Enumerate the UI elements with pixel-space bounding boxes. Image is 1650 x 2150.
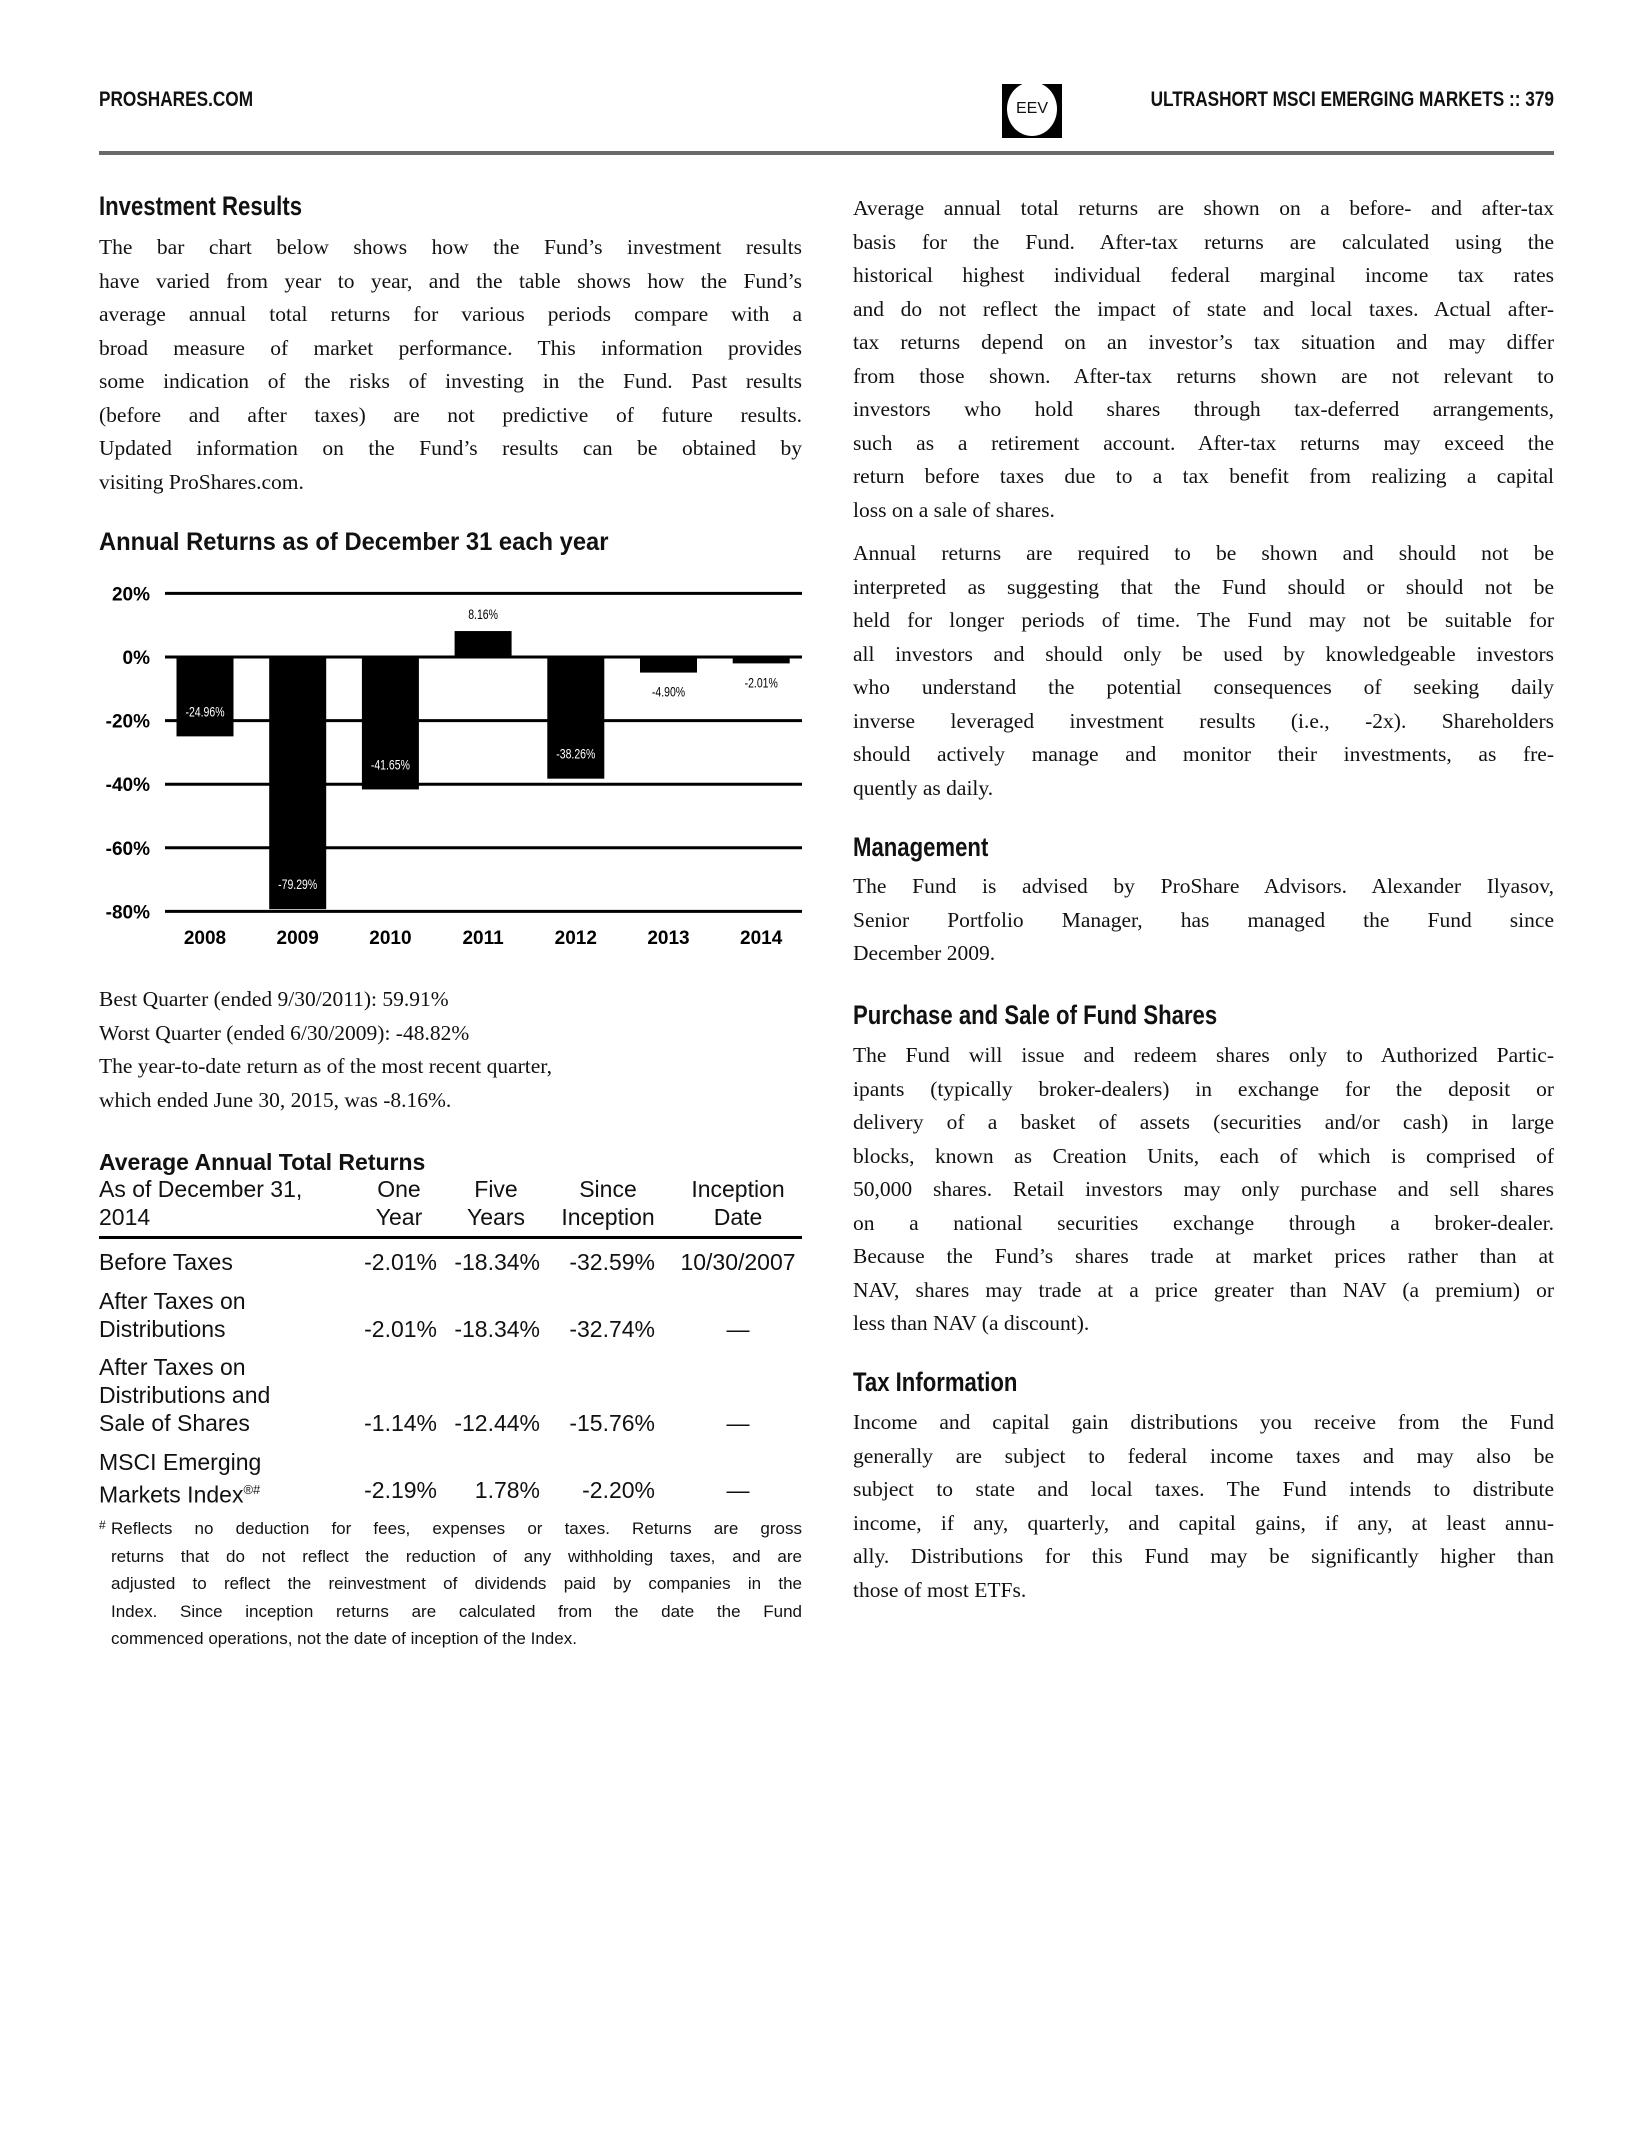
data-label: -24.96% xyxy=(185,703,225,720)
heading-investment-results: Investment Results xyxy=(99,191,303,221)
header-rule xyxy=(99,151,1554,155)
column-header: Year xyxy=(375,1204,423,1230)
worst-quarter: Worst Quarter (ended 6/30/2009): -48.82% xyxy=(99,1020,470,1045)
y-tick-label: 20% xyxy=(111,584,150,606)
column-header: One xyxy=(377,1176,421,1202)
text-line: commenced operations, not the date of inception of the Index. xyxy=(111,1629,577,1648)
x-tick-label: 2011 xyxy=(462,928,504,949)
text-line: December 2009. xyxy=(853,941,996,965)
x-tick-label: 2013 xyxy=(647,928,690,949)
text-line: ipants (typically broker-dealers) in exchange for the deposit or xyxy=(853,1076,1554,1101)
table-cell: -2.20% xyxy=(582,1477,655,1503)
table-cell: -18.34% xyxy=(454,1249,540,1275)
column-header: Years xyxy=(467,1204,525,1230)
text-line: on a national securities exchange through a broker-dealer. xyxy=(853,1210,1554,1235)
investment-results-text xyxy=(99,231,802,499)
row-label-text: Distributions xyxy=(99,1316,226,1342)
text-line: The Fund is advised by ProShare Advisors. Alexander Ilyasov, xyxy=(853,874,1554,898)
text-line: loss on a sale of shares. xyxy=(853,497,1055,522)
text-line: average annual total returns for various periods compare with a xyxy=(99,302,802,326)
best-quarter: Best Quarter (ended 9/30/2011): 59.91% xyxy=(99,987,449,1011)
chart-title: Annual Returns as of December 31 each year xyxy=(99,528,609,556)
registered-mark: ®# xyxy=(243,1482,261,1497)
text-line: blocks, known as Creation Units, each of which is comprised of xyxy=(853,1143,1554,1168)
table-cell: -1.14% xyxy=(364,1410,437,1436)
table-cell: 1.78% xyxy=(474,1477,540,1503)
text-line: NAV, shares may trade at a price greater than NAV (a premium) or xyxy=(853,1277,1554,1302)
text-line: return before taxes due to a tax benefit from realizing a capital xyxy=(853,464,1554,488)
text-line: from those shown. After-tax returns shown are not relevant to xyxy=(853,363,1554,388)
table-cell: -32.74% xyxy=(569,1316,655,1342)
text-line: ally. Distributions for this Fund may be significantly higher than xyxy=(853,1544,1554,1568)
text-line: investors who hold shares through tax-deferred arrangements, xyxy=(853,397,1554,421)
row-label xyxy=(99,1381,270,1409)
text-line: should actively manage and monitor their investments, as fre- xyxy=(853,742,1554,766)
running-title xyxy=(1151,88,1554,112)
y-tick-label: 0% xyxy=(122,648,150,669)
text-line: Reflects no deduction for fees, expenses or taxes. Returns are gross xyxy=(111,1519,802,1538)
text-line: adjusted to reflect the reinvestment of dividends paid by companies in the xyxy=(111,1574,802,1593)
fund-title: ULTRASHORT MSCI EMERGING MARKETS xyxy=(1150,88,1505,111)
text-line: (before and after taxes) are not predictive of future results. xyxy=(99,402,802,427)
ticker-badge xyxy=(1002,84,1062,138)
table-cell: — xyxy=(726,1410,750,1436)
table-cell: — xyxy=(726,1477,750,1503)
text-line: quently as daily. xyxy=(853,775,994,800)
text-line: visiting ProShares.com. xyxy=(99,469,304,494)
text-line: inverse leveraged investment results (i.e., -2x). Shareholders xyxy=(853,708,1554,733)
x-tick-label: 2010 xyxy=(369,928,412,949)
annual-returns-chart xyxy=(90,570,810,960)
row-label xyxy=(99,1287,246,1315)
text-line: basis for the Fund. After-tax returns are calculated using the xyxy=(853,229,1554,254)
row-label xyxy=(99,1353,246,1381)
row-label xyxy=(99,1315,226,1343)
title-separator: :: xyxy=(1508,88,1521,111)
data-label: -79.29% xyxy=(278,876,318,893)
management-text xyxy=(853,870,1554,971)
text-line: Senior Portfolio Manager, has managed the Fund since xyxy=(853,907,1554,932)
quarter-stats xyxy=(99,983,802,1117)
tax-information-text xyxy=(853,1406,1554,1607)
x-tick-label: 2008 xyxy=(183,928,227,949)
purchase-sale-text xyxy=(853,1039,1554,1341)
heading-tax-information: Tax Information xyxy=(853,1367,1018,1397)
row-label-text: MSCI Emerging xyxy=(99,1449,262,1475)
y-tick-label: -20% xyxy=(105,711,150,733)
column-header: Inception xyxy=(561,1204,655,1230)
text-line: broad measure of market performance. This information provides xyxy=(99,335,802,360)
annual-returns-note xyxy=(853,537,1554,805)
row-label-text: After Taxes on xyxy=(99,1288,246,1314)
text-line: Because the Fund’s shares trade at market prices rather than at xyxy=(853,1244,1554,1268)
column-header: Date xyxy=(713,1204,763,1230)
table-cell: 10/30/2007 xyxy=(680,1249,796,1275)
bar-2008 xyxy=(177,657,234,736)
table-cell: -32.59% xyxy=(569,1249,655,1275)
ytd-return-line-2: which ended June 30, 2015, was -8.16%. xyxy=(99,1087,452,1112)
heading-purchase-sale: Purchase and Sale of Fund Shares xyxy=(853,1000,1218,1030)
table-title: Average Annual Total Returns xyxy=(99,1149,426,1175)
text-line: some indication of the risks of investing in the Fund. Past results xyxy=(99,369,802,393)
text-line: who understand the potential consequences of seeking daily xyxy=(853,675,1554,699)
data-label: -4.90% xyxy=(651,684,686,700)
row-label xyxy=(99,1409,250,1437)
y-tick-label: -60% xyxy=(105,838,150,860)
bar-2009 xyxy=(269,657,326,909)
text-line: such as a retirement account. After-tax returns may exceed the xyxy=(853,430,1554,455)
column-header: Since xyxy=(579,1176,637,1202)
table-header-rule xyxy=(99,1236,802,1239)
heading-management: Management xyxy=(853,832,989,862)
row-label-text: After Taxes on xyxy=(99,1354,246,1380)
site-name: PROSHARES.COM xyxy=(99,88,254,111)
text-line: generally are subject to federal income taxes and may also be xyxy=(853,1443,1554,1468)
page-number: 379 xyxy=(1525,88,1554,111)
table-cell: -12.44% xyxy=(454,1410,540,1436)
column-header: Five xyxy=(474,1176,518,1202)
table-cell: -2.01% xyxy=(364,1316,437,1342)
text-line: interpreted as suggesting that the Fund should or should not be xyxy=(853,574,1554,599)
row-label xyxy=(99,1248,233,1276)
text-line: have varied from year to year, and the table shows how the Fund’s xyxy=(99,268,802,293)
x-tick-label: 2012 xyxy=(554,928,597,949)
table-as-of-line-2: 2014 xyxy=(99,1204,151,1230)
row-label xyxy=(99,1448,261,1476)
data-label: 8.16% xyxy=(468,606,498,623)
x-tick-label: 2009 xyxy=(276,928,319,949)
ticker-badge-label: EEV xyxy=(1007,82,1057,136)
text-line: tax returns depend on an investor’s tax situation and may differ xyxy=(853,330,1554,354)
table-footnote xyxy=(99,1515,802,1653)
data-label: -41.65% xyxy=(370,757,410,773)
table-cell: -2.01% xyxy=(364,1249,437,1275)
text-line: delivery of a basket of assets (securities and/or cash) in large xyxy=(853,1110,1554,1134)
text-line: historical highest individual federal marginal income tax rates xyxy=(853,263,1554,287)
text-line: less than NAV (a discount). xyxy=(853,1311,1090,1335)
column-header: Inception xyxy=(691,1176,785,1202)
y-tick-label: -40% xyxy=(105,775,150,797)
y-tick-label: -80% xyxy=(105,902,150,924)
text-line: those of most ETFs. xyxy=(853,1577,1027,1602)
text-line: 50,000 shares. Retail investors may only purchase and sell shares xyxy=(853,1177,1554,1201)
text-line: all investors and should only be used by knowledgeable investors xyxy=(853,641,1554,666)
row-label-text: Markets Index xyxy=(99,1481,244,1508)
row-label-text: Before Taxes xyxy=(99,1249,233,1275)
row-label xyxy=(99,1476,260,1509)
bar-2014 xyxy=(733,657,790,663)
text-line: Index. Since inception returns are calculated from the date the Fund xyxy=(111,1601,802,1621)
table-as-of-line-1: As of December 31, xyxy=(99,1176,303,1202)
text-line: and do not reflect the impact of state and local taxes. Actual after- xyxy=(853,296,1554,321)
table-cell: -18.34% xyxy=(454,1316,540,1342)
after-tax-text xyxy=(853,192,1554,527)
text-line: Income and capital gain distributions you receive from the Fund xyxy=(853,1410,1554,1434)
bar-2013 xyxy=(640,657,697,673)
x-tick-label: 2014 xyxy=(740,928,783,949)
table-cell: — xyxy=(726,1316,750,1342)
footnote-mark: # xyxy=(99,1518,106,1532)
table-cell: -15.76% xyxy=(569,1410,655,1436)
text-line: subject to state and local taxes. The Fund intends to distribute xyxy=(853,1477,1554,1501)
text-line: The bar chart below shows how the Fund’s investment results xyxy=(99,235,802,259)
footnote-text xyxy=(111,1515,802,1653)
data-label: -2.01% xyxy=(744,674,778,691)
row-label-text: Sale of Shares xyxy=(99,1410,250,1436)
text-line: held for longer periods of time. The Fund may not be suitable for xyxy=(853,608,1554,632)
table-cell: -2.19% xyxy=(364,1477,437,1503)
bar-2011 xyxy=(455,631,512,657)
row-label-text: Distributions and xyxy=(99,1382,271,1408)
text-line: The Fund will issue and redeem shares only to Authorized Partic- xyxy=(853,1043,1554,1067)
text-line: Average annual total returns are shown on a before- and after-tax xyxy=(853,196,1554,220)
text-line: income, if any, quarterly, and capital gains, if any, at least annu- xyxy=(853,1510,1554,1535)
data-label: -38.26% xyxy=(556,746,596,763)
text-line: returns that do not reflect the reduction of any withholding taxes, and are xyxy=(111,1546,802,1566)
text-line: Updated information on the Fund’s results can be obtained by xyxy=(99,436,802,460)
ytd-return-line-1: The year-to-date return as of the most recent quarter, xyxy=(99,1054,552,1078)
text-line: Annual returns are required to be shown and should not be xyxy=(853,541,1554,565)
